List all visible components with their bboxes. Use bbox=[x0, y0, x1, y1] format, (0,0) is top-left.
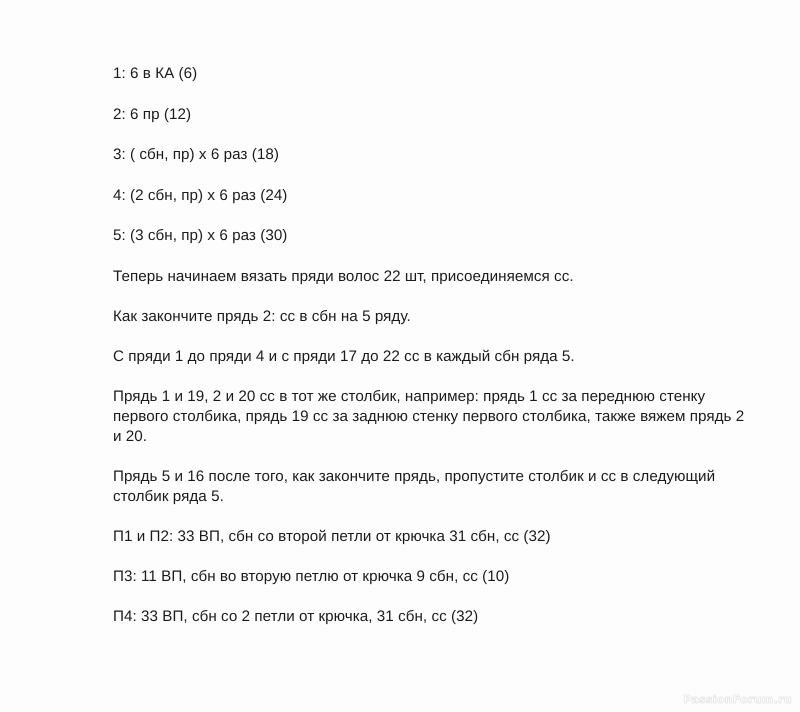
pattern-row-1: 1: 6 в КА (6) bbox=[113, 65, 198, 82]
piece-p3: П3: 11 ВП, сбн во вторую петлю от крючка 9 сбн, сс (10) bbox=[113, 567, 510, 585]
pattern-row-4: 4: (2 сбн, пр) х 6 раз (24) bbox=[113, 186, 288, 204]
pattern-row-2: 2: 6 пр (12) bbox=[113, 105, 192, 123]
note-strands-1-4-17-22: С пряди 1 до пряди 4 и с пряди 17 до 22 сс в каждый сбн ряда 5. bbox=[113, 347, 575, 365]
pattern-instructions-body bbox=[113, 64, 763, 647]
note-strands-start: Теперь начинаем вязать пряди волос 22 шт, присоединяемся сс. bbox=[113, 267, 574, 285]
piece-p4: П4: 33 ВП, сбн со 2 петли от крючка, 31 сбн, сс (32) bbox=[113, 607, 479, 625]
pattern-row-3: 3: ( сбн, пр) х 6 раз (18) bbox=[113, 146, 279, 163]
note-strand-2-finish: Как закончите прядь 2: сс в сбн на 5 ряду. bbox=[113, 307, 411, 325]
note-strands-5-16: Прядь 5 и 16 после того, как закончите прядь, пропустите столбик и сс в следующий столбик ряда 5. bbox=[113, 467, 716, 505]
note-strands-same-stitch: Прядь 1 и 19, 2 и 20 сс в тот же столбик, например: прядь 1 сс за переднюю стенку первого столбика, прядь 19 сс за заднюю стенку первого столбика, также вяжем прядь 2 и 20. bbox=[113, 387, 745, 445]
piece-p1-p2: П1 и П2: 33 ВП, сбн со второй петли от крючка 31 сбн, сс (32) bbox=[113, 527, 551, 545]
site-watermark: PassionForum.ru bbox=[683, 693, 792, 706]
pattern-row-5: 5: (3 сбн, пр) х 6 раз (30) bbox=[113, 227, 288, 244]
